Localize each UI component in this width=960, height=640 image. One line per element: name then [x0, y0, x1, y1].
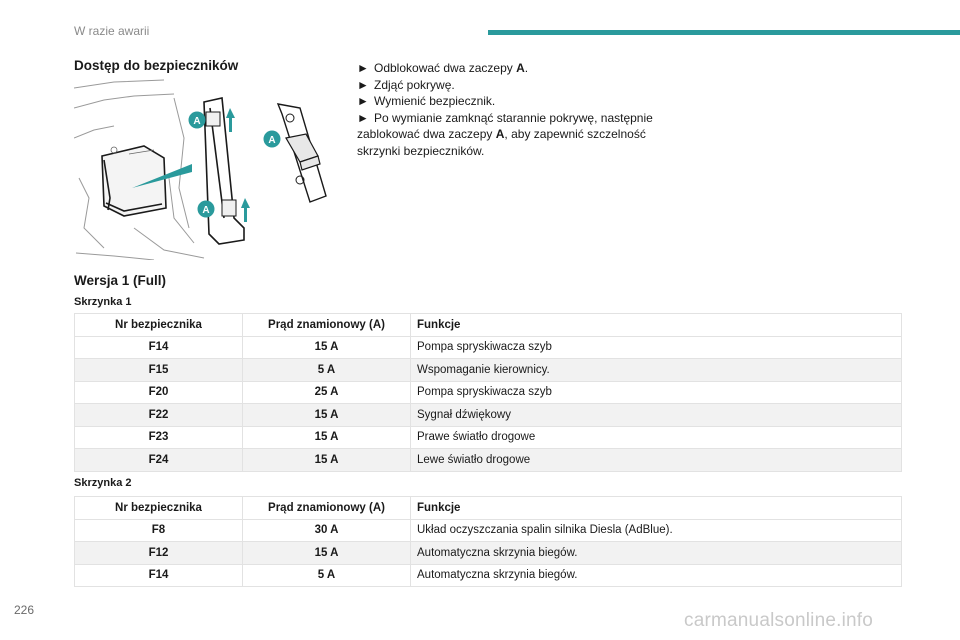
- header-title: W razie awarii: [74, 24, 150, 38]
- fuse-amperage: 15 A: [243, 404, 411, 427]
- table-row: [75, 564, 902, 587]
- fuse-number: F23: [75, 426, 243, 449]
- fuse-function: Sygnał dźwiękowy: [411, 404, 902, 427]
- table-header-row: [75, 314, 902, 337]
- callout-a-3: [198, 201, 215, 218]
- fuse-function: Automatyczna skrzynia biegów.: [411, 564, 902, 587]
- table-header-row: [75, 497, 902, 520]
- fuse-amperage: 15 A: [243, 449, 411, 472]
- table-row: [75, 381, 902, 404]
- fuse-number: F15: [75, 359, 243, 382]
- column-header-function: Funkcje: [411, 314, 902, 337]
- fuse-amperage: 15 A: [243, 336, 411, 359]
- table-row: [75, 336, 902, 359]
- fuse-amperage: 30 A: [243, 519, 411, 542]
- fuse-number: F12: [75, 542, 243, 565]
- fuse-table-box2: [74, 496, 902, 587]
- table-row: [75, 542, 902, 565]
- instructions-list: [357, 60, 657, 159]
- instruction-step-1: ► Odblokować dwa zaczepy A.: [357, 61, 529, 75]
- fuse-box-illustration: [74, 78, 330, 260]
- fuse-amperage: 5 A: [243, 564, 411, 587]
- column-header-fuse: Nr bezpiecznika: [75, 497, 243, 520]
- header-accent-bar: [488, 30, 960, 35]
- fuse-number: F8: [75, 519, 243, 542]
- page-number: 226: [14, 603, 35, 617]
- column-header-fuse: Nr bezpiecznika: [75, 314, 243, 337]
- watermark: carmanualsonline.info: [684, 610, 874, 631]
- section-heading: Dostęp do bezpieczników: [74, 58, 239, 73]
- table-row: [75, 426, 902, 449]
- version-heading: Wersja 1 (Full): [74, 273, 167, 288]
- fuse-function: Prawe światło drogowe: [411, 426, 902, 449]
- instruction-step-3: ► Wymienić bezpiecznik.: [357, 94, 496, 108]
- table-row: [75, 404, 902, 427]
- callout-a-2: [264, 131, 281, 148]
- fuse-amperage: 15 A: [243, 542, 411, 565]
- fuse-function: Automatyczna skrzynia biegów.: [411, 542, 902, 565]
- fuse-function: Wspomaganie kierownicy.: [411, 359, 902, 382]
- table-row: [75, 359, 902, 382]
- instruction-step-4: ► Po wymianie zamknąć starannie pokrywę, następnie zablokować dwa zaczepy A, aby zapewnić szczelność skrzynki bezpieczników.: [357, 110, 653, 158]
- instruction-step-2: ► Zdjąć pokrywę.: [357, 77, 455, 92]
- column-header-amp: Prąd znamionowy (A): [243, 497, 411, 520]
- svg-text:A: A: [193, 116, 201, 127]
- fuse-amperage: 5 A: [243, 359, 411, 382]
- table-row: [75, 449, 902, 472]
- fuse-number: F20: [75, 381, 243, 404]
- box2-label: Skrzynka 2: [74, 477, 132, 489]
- fuse-amperage: 25 A: [243, 381, 411, 404]
- fuse-function: Układ oczyszczania spalin silnika Diesla (AdBlue).: [411, 519, 902, 542]
- fuse-number: F22: [75, 404, 243, 427]
- box1-label: Skrzynka 1: [74, 296, 132, 308]
- table-row: [75, 519, 902, 542]
- fuse-number: F14: [75, 336, 243, 359]
- column-header-function: Funkcje: [411, 497, 902, 520]
- column-header-amp: Prąd znamionowy (A): [243, 314, 411, 337]
- svg-text:A: A: [202, 205, 210, 216]
- fuse-table-box1: [74, 313, 902, 472]
- fuse-function: Pompa spryskiwacza szyb: [411, 381, 902, 404]
- fuse-function: Lewe światło drogowe: [411, 449, 902, 472]
- svg-text:A: A: [268, 135, 276, 146]
- callout-a-1: [189, 112, 206, 129]
- fuse-number: F14: [75, 564, 243, 587]
- fuse-function: Pompa spryskiwacza szyb: [411, 336, 902, 359]
- fuse-amperage: 15 A: [243, 426, 411, 449]
- fuse-number: F24: [75, 449, 243, 472]
